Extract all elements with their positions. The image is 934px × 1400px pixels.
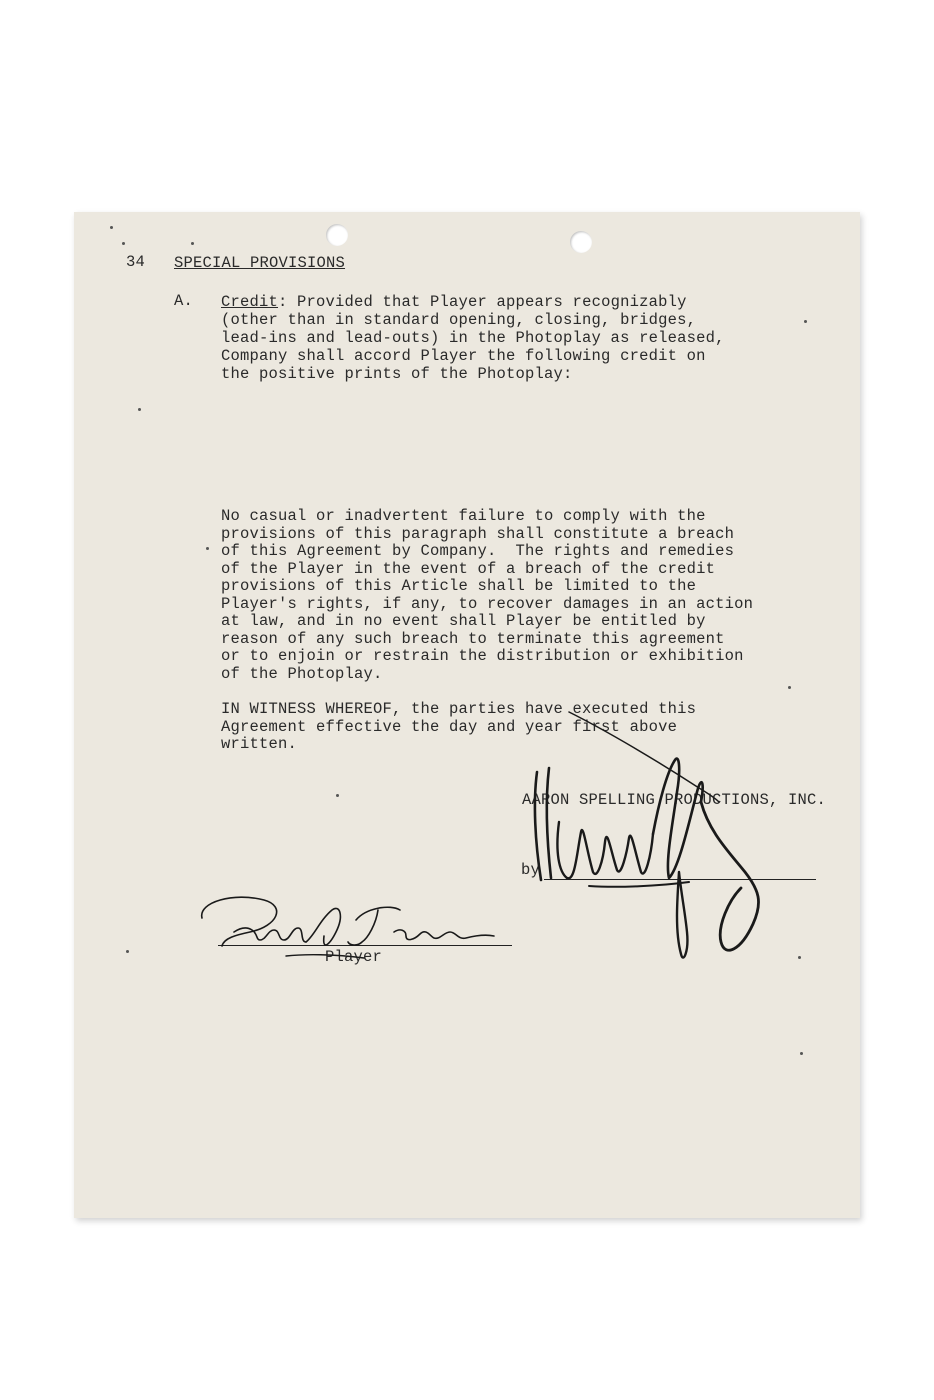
by-label: by (521, 861, 541, 879)
failure-line: provisions of this paragraph shall constitute a breach (221, 524, 735, 543)
paper-speck (122, 242, 125, 245)
page-number: 34 (126, 253, 146, 271)
failure-line: reason of any such breach to terminate this agreement (221, 629, 725, 648)
contract-page (74, 212, 860, 1218)
witness-line: written. (221, 735, 298, 753)
paper-speck (800, 1052, 803, 1055)
paper-speck (804, 320, 807, 323)
company-name: AARON SPELLING PRODUCTIONS, INC. (522, 791, 827, 809)
failure-line: Player's rights, if any, to recover damages in an action (221, 594, 754, 613)
failure-line: at law, and in no event shall Player be entitled by (221, 612, 706, 630)
paper-speck (788, 686, 791, 689)
witness-line: IN WITNESS WHEREOF, the parties have executed this (221, 700, 697, 718)
failure-line: No casual or inadvertent failure to comply with the (221, 507, 706, 525)
paper-speck (206, 547, 209, 550)
paper-speck (798, 956, 801, 959)
credit-first-line (221, 294, 687, 312)
credit-line: (other than in standard opening, closing, bridges, (221, 311, 697, 329)
credit-first-line-rest: : Provided that Player appears recognizably (278, 293, 687, 311)
paper-speck (110, 226, 113, 229)
failure-line: or to enjoin or restrain the distribution or exhibition (221, 647, 744, 665)
witness-line: Agreement effective the day and year first above (221, 717, 678, 736)
failure-line: of this Agreement by Company. The rights and remedies (221, 542, 735, 560)
credit-line: lead-ins and lead-outs) in the Photoplay as released, (221, 329, 725, 347)
paper-speck (191, 242, 194, 245)
company-signature (529, 702, 769, 942)
paper-speck (138, 408, 141, 411)
player-label: Player (325, 948, 383, 966)
paper-speck (126, 950, 129, 953)
credit-line: the positive prints of the Photoplay: (221, 365, 573, 383)
failure-line: of the Photoplay. (221, 664, 383, 683)
section-heading: SPECIAL PROVISIONS (174, 254, 346, 272)
player-signature (194, 880, 494, 970)
paper-speck (336, 794, 339, 797)
punch-hole-right (570, 231, 592, 253)
credit-term: Credit (221, 293, 279, 311)
credit-line: Company shall accord Player the following credit on (221, 347, 706, 365)
punch-hole-left (326, 224, 348, 246)
section-letter: A. (174, 292, 194, 310)
failure-line: provisions of this Article shall be limited to the (221, 577, 697, 595)
failure-line: of the Player in the event of a breach of the credit (221, 559, 716, 578)
